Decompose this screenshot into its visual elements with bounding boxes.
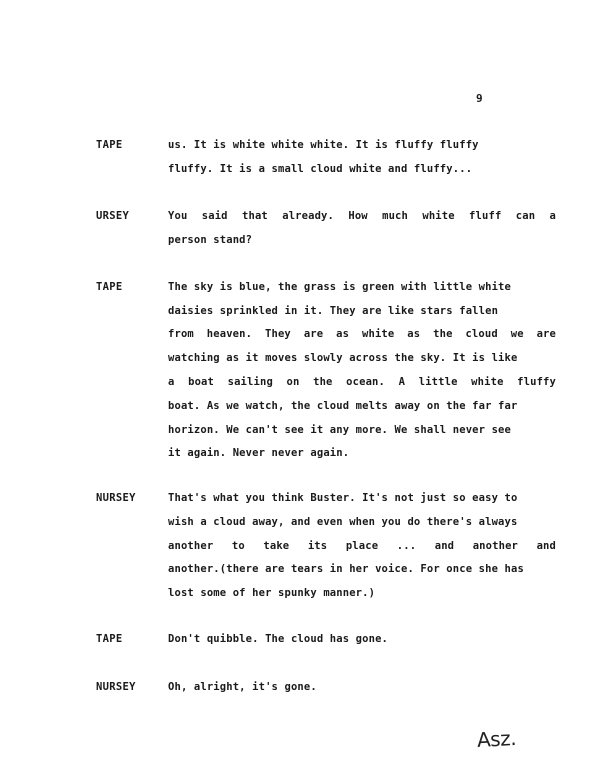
- speaker-name: TAPE: [96, 139, 123, 151]
- dialogue-line: Oh, alright, it's gone.: [168, 681, 317, 693]
- dialogue-line: from heaven. They are as white as the cloud we are: [168, 328, 556, 340]
- handwritten-signature: Asz.: [476, 725, 517, 753]
- dialogue-line: The sky is blue, the grass is green with little white: [168, 281, 511, 293]
- dialogue-line: it again. Never never again.: [168, 447, 350, 459]
- dialogue-line: watching as it moves slowly across the sky. It is like: [168, 352, 518, 364]
- dialogue-line: daisies sprinkled in it. They are like stars fallen: [168, 305, 499, 317]
- dialogue-line: us. It is white white white. It is fluffy fluffy: [168, 139, 479, 151]
- dialogue-line: person stand?: [168, 234, 253, 246]
- dialogue-line: You said that already. How much white fluff can a: [168, 210, 556, 222]
- dialogue-line: another to take its place ... and another and: [168, 540, 556, 552]
- dialogue-line: wish a cloud away, and even when you do there's always: [168, 516, 518, 528]
- dialogue-line: boat. As we watch, the cloud melts away on the far far: [168, 400, 518, 412]
- speaker-name: TAPE: [96, 633, 123, 645]
- speaker-name: NURSEY: [96, 492, 136, 504]
- page-number: 9: [476, 92, 483, 105]
- speaker-name: NURSEY: [96, 681, 136, 693]
- dialogue-line: horizon. We can't see it any more. We shall never see: [168, 424, 511, 436]
- dialogue-line: That's what you think Buster. It's not just so easy to: [168, 492, 518, 504]
- dialogue-line: fluffy. It is a small cloud white and fluffy...: [168, 163, 473, 175]
- speaker-name: URSEY: [96, 210, 130, 222]
- dialogue-line: a boat sailing on the ocean. A little white fluffy: [168, 376, 556, 388]
- dialogue-line: another.(there are tears in her voice. For once she has: [168, 563, 524, 575]
- dialogue-line: Don't quibble. The cloud has gone.: [168, 633, 389, 645]
- dialogue-line: lost some of her spunky manner.): [168, 587, 376, 599]
- speaker-name: TAPE: [96, 281, 123, 293]
